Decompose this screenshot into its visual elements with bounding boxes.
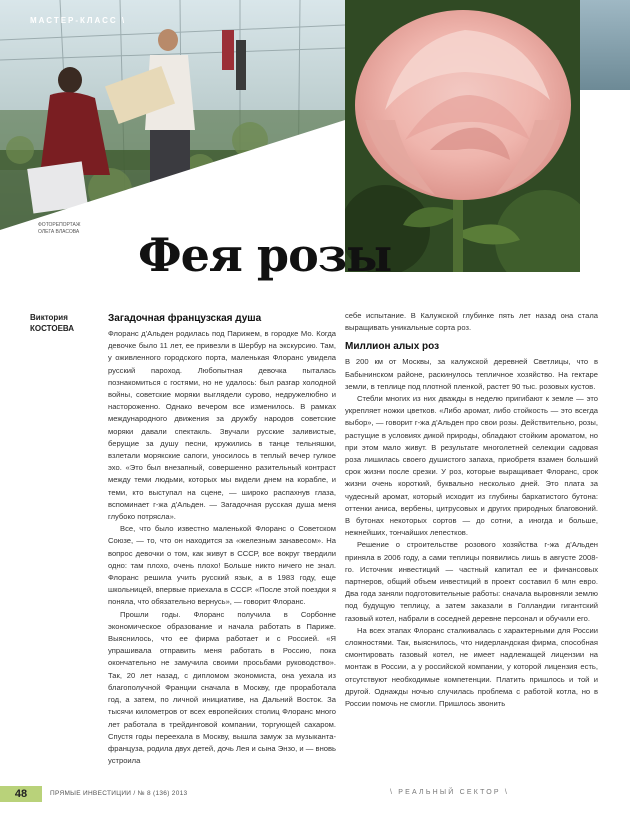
article-paragraph: Все, что было известно маленькой Флоранс о Советском Союзе, — то, что он находится за «железным занавесом». На вопрос девочки о том, как живут в СССР, все вокруг твердили одно: там плохо, очень плохо! Больше никто ничего не знал. Флоранс решила учить русский язык, а в 1983 году, еще школьницей, впервые приехала в СССР. «После этой поездки я поняла, что обязательно вернусь», — говорит Флоранс. <box>108 524 336 607</box>
article-paragraph: Решение о строительстве розового хозяйства г-жа д'Альден приняла в 2006 году, а сами теплицы появились лишь в августе 2008-го. Источник инвестиций — частный капитал ее и финансовых партнеров, общий объем инвестиций в проект составил 6 млн евро. Два года заняли подготовительные работы: сначала выровняли землю под будущую теплицу, а затем заказали в Голландии гигантский газовый котел, набрали в соседней деревне персонал и обучили его. <box>345 540 598 623</box>
section-tag: МАСТЕР-КЛАСС \ <box>30 16 127 25</box>
corner-photo <box>580 0 630 90</box>
photo-credit <box>38 222 81 236</box>
headline: Фея розы <box>138 228 392 282</box>
greenhouse-photo <box>0 0 345 245</box>
article-paragraph: На всех этапах Флоранс сталкивалась с характерными для России сложностями. Так, выяснилось, что нидерландская фирма, способная смонтировать газовый котел, не имеет надлежащей лицензии на монтаж в России, а у российской компании, у которой лицензия есть, отсутствуют необходимые компетенции. Платить пришлось и той и другой. Однажды ночью случилась проблема с работой котла, но в России помочь не смогли. Пришлось звонить <box>345 625 598 709</box>
article-paragraph: Прошли годы. Флоранс получила в Сорбонне экономическое образование и начала работать в Париже. Выяснилось, что ее фирма работает и с Россией. «Я упрашивала отправить меня работать в Россию, пока окончательно не замучила своими просьбами руководство». Так, 20 лет назад, с дипломом экономиста, она уехала из благополучной Франции сначала в Москву, где проработала год, а затем, по личной инициативе, на Дальний Восток. За тысячи километров от всех европейских столиц Флоранс много лет работала в трейдинговой компании, торгующей сахаром. Спустя годы переехала в Москву, вышла замуж за музыканта-француза, родила двух детей, дочь Лея и сына Энзо, и — вновь устроила <box>108 609 336 766</box>
publication-name: ПРЯМЫЕ ИНВЕСТИЦИИ / № 8 (136) 2013 <box>50 790 188 797</box>
author-byline <box>30 312 74 334</box>
photo-credit-line: ОЛЕГА ВЛАСОВА <box>38 229 80 235</box>
page-number: 48 <box>0 786 42 802</box>
section-heading: Миллион алых роз <box>345 341 440 353</box>
greenhouse-photo-illustration <box>0 0 345 245</box>
author-last-name: КОСТОЕВА <box>30 324 75 333</box>
article-column-2 <box>345 310 598 710</box>
photo-credit-line: ФОТОРЕПОРТАЖ <box>38 222 81 228</box>
page-footer <box>0 786 630 802</box>
article-paragraph: В 200 км от Москвы, за калужской деревней Светлицы, что в Бабынинском районе, раскинулось тепличное хозяйство. На гектаре земли, в теплице под плотной пленкой, растет 90 тыс. розовых кустов. <box>345 357 598 391</box>
article-paragraph: себе испытание. В Калужской глубинке пять лет назад она стала выращивать уникальные сорта роз. <box>345 311 598 333</box>
article-column-1 <box>108 310 336 767</box>
footer-section-name: \ РЕАЛЬНЫЙ СЕКТОР \ <box>390 789 510 796</box>
section-heading: Загадочная французская душа <box>108 313 262 324</box>
article-paragraph: Флоранс д'Альден родилась под Парижем, в городке Мо. Когда девочке было 11 лет, ее привезли в Шербур на экскурсию. Там, у оживленного городского порта, маленькая Флоранс увидела русский пароход. Любопытная девочка пыталась познакомиться с гостями, но не удалось: был разгар холодной войны, советские моряки выглядели сурово, недружелюбно и настороженно. Однако вечером все изменилось. В рамках международного движения за дружбу народов советские моряки давали спектакль. Звучали русские заливистые, берущие за душу песни, кружились в танце тельняшки, взлетали морякские сапоги, уносилось в теплый вечер гулкое эхо. «Это был внезапный, совершенно разительный контраст между теми людьми, которых мы видели днем на корабле, и теми, кто выступал на сцене, — широко распахнув глаза, вспоминает г-жа д'Альден. — Загадочная русская душа меня глубоко потрясла». <box>108 329 336 522</box>
author-first-name: Виктория <box>30 313 68 322</box>
article-paragraph: Стебли многих из них дважды в неделю пригибают к земле — это укрепляет ножки цветков. «Либо аромат, либо стойкость — это всегда выбор», — говорит г-жа д'Альден про свои розы. Действительно, розы, растущие в условиях дикой природы, обладают стойким ароматом, но при этом мало живут. В результате многолетней селекции садовая роза лишилась своего душистого запаха, приобретя взамен больший срок жизни после срезки. У роз, которые выращивает Флоранс, срок жизни очень короткий, буквально несколько дней. Это плата за чудесный аромат, который исходит из глубины бархатистого бутона: оттенки аниса, вербены, цитрусовых и других природных благовоний. В бутонах некоторых сортов — до сотни, а иногда и больше, нежнейших, тончайших лепестков. <box>345 394 598 538</box>
